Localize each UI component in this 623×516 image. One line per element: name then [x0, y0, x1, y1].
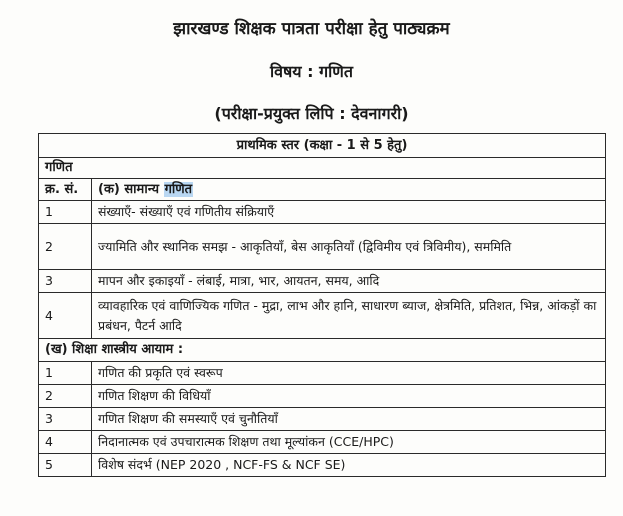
section-a-label-highlight: गणित [164, 181, 193, 197]
row-number: 4 [39, 293, 92, 339]
section-a-label [92, 179, 606, 201]
table-row [39, 201, 606, 224]
row-number: 5 [39, 454, 92, 477]
row-text: मापन और इकाइयाँ - लंबाई, मात्रा, भार, आयतन, समय, आदि [92, 270, 606, 293]
row-text: निदानात्मक एवं उपचारात्मक शिक्षण तथा मूल्यांकन (CCE/HPC) [92, 431, 606, 454]
syllabus-table [38, 133, 606, 477]
section-b-header-row [39, 339, 606, 362]
document-title: झारखण्ड शिक्षक पात्रता परीक्षा हेतु पाठ्यक्रम [173, 19, 450, 39]
table-row [39, 454, 606, 477]
level-cell: प्राथमिक स्तर (कक्षा - 1 से 5 हेतु) [39, 134, 606, 158]
row-text: गणित शिक्षण की विधियाँ [92, 385, 606, 408]
table-row [39, 385, 606, 408]
table-row [39, 362, 606, 385]
table-row [39, 270, 606, 293]
row-number: 2 [39, 224, 92, 270]
level-row [39, 134, 606, 158]
subject-cell: गणित [39, 158, 606, 179]
table-row [39, 431, 606, 454]
row-number: 2 [39, 385, 92, 408]
subject-heading: विषय : गणित [270, 62, 353, 81]
row-text: संख्याएँ- संख्याएँ एवं गणितीय संक्रियाएँ [92, 201, 606, 224]
section-a-header-row [39, 179, 606, 201]
row-number: 3 [39, 408, 92, 431]
serial-number-header: क्र. सं. [39, 179, 92, 201]
row-text: गणित की प्रकृति एवं स्वरूप [92, 362, 606, 385]
table-row [39, 408, 606, 431]
row-number: 3 [39, 270, 92, 293]
section-a-label-prefix: (क) सामान्य [98, 181, 164, 197]
row-text: गणित शिक्षण की समस्याएँ एवं चुनौतियाँ [92, 408, 606, 431]
section-b-label: (ख) शिक्षा शास्त्रीय आयाम : [39, 339, 606, 362]
table-row [39, 293, 606, 339]
subject-row [39, 158, 606, 179]
script-note: (परीक्षा-प्रयुक्त लिपि : देवनागरी) [214, 104, 409, 123]
row-text: व्यावहारिक एवं वाणिज्यिक गणित - मुद्रा, लाभ और हानि, साधारण ब्याज, क्षेत्रमिति, प्रतिशत, भिन्न, आंकड़ों का प्रबंधन, पैटर्न आदि [92, 293, 606, 339]
row-number: 1 [39, 201, 92, 224]
row-text: ज्यामिति और स्थानिक समझ - आकृतियाँ, बेस आकृतियाँ (द्विविमीय एवं त्रिविमीय), सममिति [92, 224, 606, 270]
row-text: विशेष संदर्भ (NEP 2020 , NCF-FS & NCF SE) [92, 454, 606, 477]
row-number: 4 [39, 431, 92, 454]
row-number: 1 [39, 362, 92, 385]
table-row [39, 224, 606, 270]
